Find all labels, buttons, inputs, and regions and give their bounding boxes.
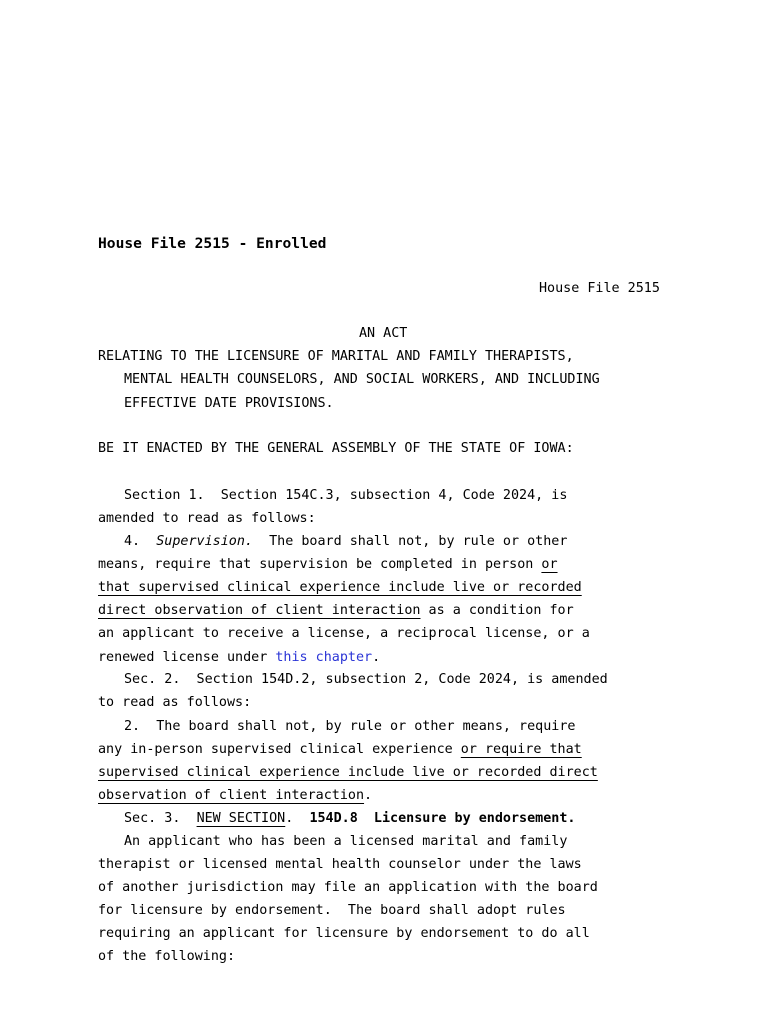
section-3-line: requiring an applicant for licensure by endorsement to do all: [98, 926, 590, 941]
plain-text: means, require that supervision be completed in person: [98, 557, 542, 572]
bill-number-header: House File 2515: [539, 281, 660, 296]
plain-text: .: [372, 650, 381, 665]
plain-text: as a condition for: [420, 603, 574, 618]
section-1-item-line: [124, 534, 567, 550]
plain-text: renewed license under: [98, 650, 276, 665]
item-heading-supervision: Supervision.: [156, 534, 253, 549]
section-1-line: Section 1. Section 154C.3, subsection 4, Code 2024, is: [124, 488, 568, 503]
relating-clause-line: RELATING TO THE LICENSURE OF MARITAL AND FAMILY THERAPISTS,: [98, 349, 574, 364]
section-2-line: [98, 788, 372, 804]
chapter-link[interactable]: this chapter: [275, 650, 373, 665]
inserted-text: direct observation of client interaction: [98, 603, 421, 618]
section-1-line: an applicant to receive a license, a reciprocal license, or a: [98, 626, 590, 641]
section-2-line: to read as follows:: [98, 695, 252, 710]
section-3-line: for licensure by endorsement. The board shall adopt rules: [98, 903, 566, 918]
inserted-text: or: [541, 557, 558, 572]
section-1-line: [98, 650, 380, 666]
item-text: The board shall not, by rule or other: [253, 534, 568, 549]
section-3-line: of another jurisdiction may file an application with the board: [98, 880, 598, 895]
section-heading: 154D.8 Licensure by endorsement.: [309, 811, 576, 826]
plain-text: Sec. 3.: [124, 811, 197, 826]
plain-text: .: [364, 788, 373, 803]
relating-clause-line: EFFECTIVE DATE PROVISIONS.: [124, 396, 334, 411]
section-1-line: [98, 557, 558, 573]
section-3-heading-line: [124, 811, 575, 827]
section-1-line: amended to read as follows:: [98, 511, 316, 526]
plain-text: any in-person supervised clinical experience: [98, 742, 461, 757]
an-act-heading: AN ACT: [359, 326, 408, 341]
inserted-text-line: that supervised clinical experience include live or recorded: [98, 580, 582, 595]
section-2-line: [98, 742, 582, 758]
document-title: House File 2515 - Enrolled: [98, 235, 327, 252]
section-3-line: of the following:: [98, 949, 236, 964]
section-1-line: [98, 603, 574, 619]
enacting-clause: BE IT ENACTED BY THE GENERAL ASSEMBLY OF THE STATE OF IOWA:: [98, 441, 574, 456]
inserted-text-line: supervised clinical experience include live or recorded direct: [98, 765, 598, 780]
plain-text: .: [285, 811, 310, 826]
section-3-line: An applicant who has been a licensed marital and family: [124, 834, 568, 849]
item-number: 4.: [124, 534, 157, 549]
section-3-line: therapist or licensed mental health counselor under the laws: [98, 857, 582, 872]
relating-clause-line: MENTAL HEALTH COUNSELORS, AND SOCIAL WORKERS, AND INCLUDING: [124, 372, 600, 387]
section-2-line: Sec. 2. Section 154D.2, subsection 2, Code 2024, is amended: [124, 672, 608, 687]
section-2-line: 2. The board shall not, by rule or other means, require: [124, 719, 576, 734]
inserted-text: observation of client interaction: [98, 788, 365, 803]
new-section-label: NEW SECTION: [196, 811, 286, 826]
inserted-text: or require that: [460, 742, 582, 757]
